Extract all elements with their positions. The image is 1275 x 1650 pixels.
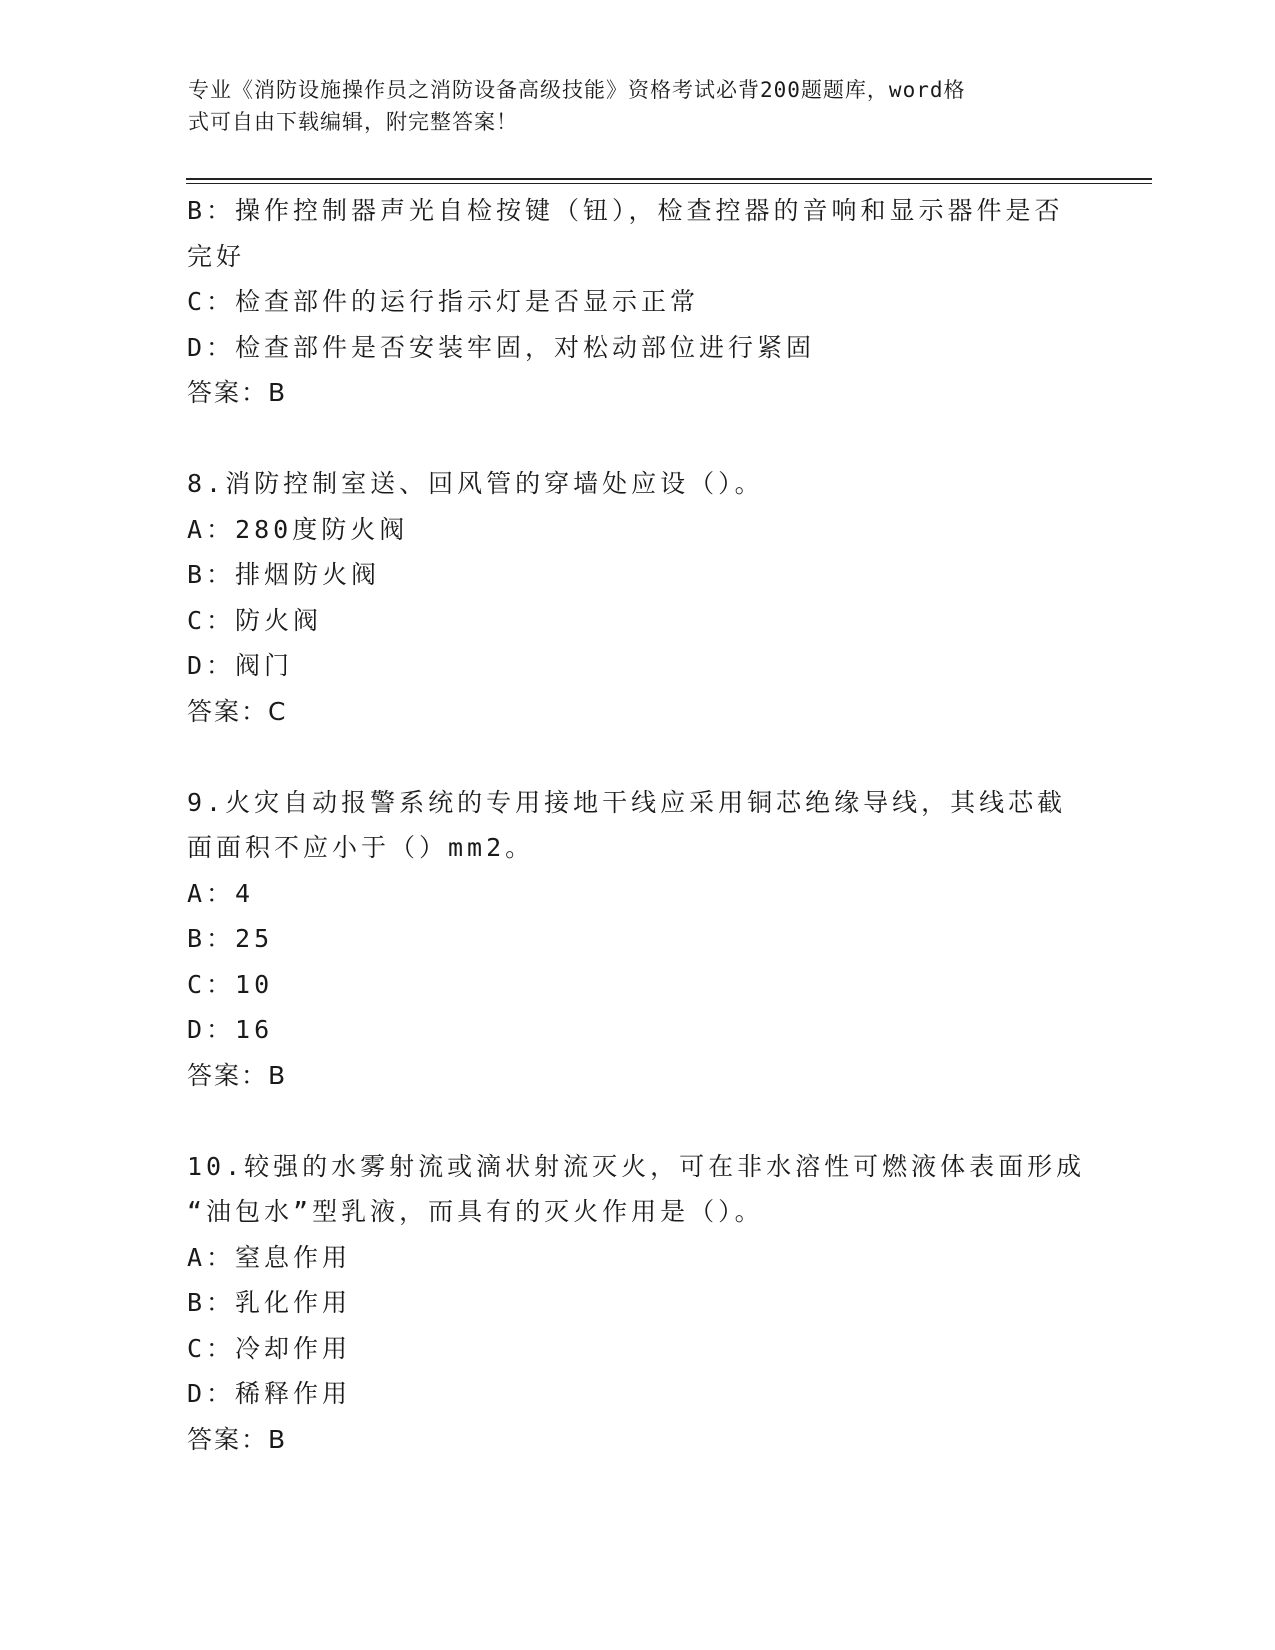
spacer [187,1098,1087,1144]
option-d: D：检查部件是否安装牢固，对松动部位进行紧固 [187,332,816,362]
header-line-1: 专业《消防设施操作员之消防设备高级技能》资格考试必背200题题库，word格 [188,78,966,102]
question-stem-line-2: 面面积不应小于（）mm2。 [187,833,535,862]
option-c: C：防火阀 [187,605,323,635]
option-b: B：排烟防火阀 [187,560,381,589]
option-a: A：窒息作用 [187,1242,352,1272]
answer-line: 答案：B [187,1060,288,1090]
option-d: D：16 [187,1015,274,1044]
question-10 [187,1144,1087,1463]
question-stem-line-2: “油包水”型乳液，而具有的灭火作用是（）。 [187,1197,764,1226]
question-8 [187,461,1087,734]
option-d: D：阀门 [187,651,294,680]
header-line-2: 式可自由下载编辑，附完整答案！ [188,110,518,134]
question-7-continued [187,188,1087,416]
spacer [187,734,1087,780]
answer-line: 答案：B [187,378,288,407]
question-list [187,188,1087,1462]
document-header [188,74,1068,138]
question-9 [187,780,1087,1099]
option-a: A：4 [187,878,255,908]
answer-line: 答案：B [187,1424,288,1454]
option-c: C：检查部件的运行指示灯是否显示正常 [187,287,700,316]
spacer [187,416,1087,462]
option-c: C：10 [187,969,274,999]
option-a: A：280度防火阀 [187,514,409,544]
question-stem-line-1: 10.较强的水雾射流或滴状射流灭火，可在非水溶性可燃液体表面形成 [187,1151,1086,1181]
option-c: C：冷却作用 [187,1333,352,1363]
option-b: B：乳化作用 [187,1288,352,1317]
answer-line: 答案：C [187,696,288,726]
header-rule-thin [186,183,1152,184]
header-rule-thick [186,178,1152,180]
option-b-line-1: B：操作控制器声光自检按键（钮），检查控器的音响和显示器件是否 [187,196,1064,225]
option-b-line-2: 完好 [187,241,246,271]
question-stem: 8.消防控制室送、回风管的穿墙处应设（）。 [187,469,764,498]
option-b: B：25 [187,924,274,953]
option-d: D：稀释作用 [187,1379,352,1408]
question-stem-line-1: 9.火灾自动报警系统的专用接地干线应采用铜芯绝缘导线，其线芯截 [187,787,1067,817]
